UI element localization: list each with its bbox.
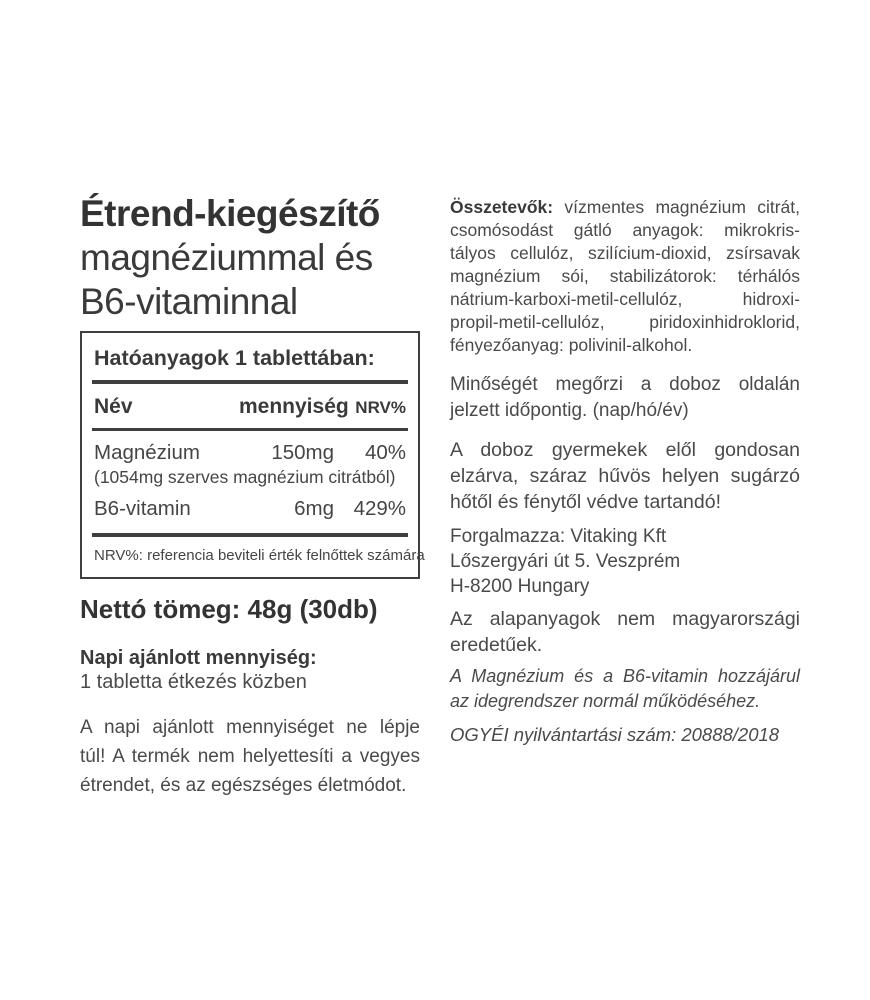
facts-table-heading: Hatóanyagok 1 tablettában: — [94, 346, 375, 370]
warning-line: A napi ajánlott mennyiséget ne lépje — [80, 717, 420, 738]
column-header-amount: mennyiség — [239, 395, 349, 418]
daily-dose-text: 1 tabletta étkezés közben — [80, 671, 307, 693]
product-title-line-1: Étrend-kiegészítő — [80, 193, 380, 234]
left-column — [80, 192, 425, 800]
ingredients-line: tályos cellulóz, szilícium-dioxid, zsírsavak — [450, 243, 800, 263]
ingredients-line: csomósodást gátló anyagok: mikrokris- — [450, 220, 800, 240]
column-header-name: Név — [94, 395, 133, 418]
distributor-line: H-8200 Hungary — [450, 576, 590, 597]
storage-line: elzárva, száraz hűvös helyen sugárzó — [450, 465, 800, 487]
magnesium-citrate-note: (1054mg szerves magnézium citrátból) — [94, 467, 396, 487]
row-nrv: 40% — [364, 441, 406, 464]
storage-line: A doboz gyermekek elől gondosan — [450, 439, 800, 461]
table-row-magnesium — [82, 431, 418, 465]
product-title-line-2: magnéziummal és — [80, 237, 373, 278]
ingredients-line: fényezőanyag: polivinil-alkohol. — [450, 335, 693, 355]
warning-paragraph — [80, 713, 420, 800]
distributor-line: Forgalmazza: Vitaking Kft — [450, 526, 667, 547]
ingredients-line — [450, 196, 800, 219]
distributor-block — [450, 524, 800, 599]
ingredients-label: Összetevők: — [450, 197, 554, 217]
quality-paragraph — [450, 372, 800, 424]
ingredients-line-text: vízmentes magnézium citrát, — [564, 197, 800, 217]
facts-table-header-row — [82, 384, 418, 428]
product-title-line-3: B6-vitaminnal — [80, 281, 298, 322]
quality-line: Minőségét megőrzi a doboz oldalán — [450, 374, 800, 395]
column-header-nrv: NRV% — [355, 398, 406, 417]
right-column — [450, 196, 800, 747]
nrv-footnote: NRV%: referencia beviteli érték felnőttek számára — [94, 547, 425, 564]
product-title — [80, 192, 420, 324]
row-amount: 150mg — [271, 441, 334, 464]
row-nrv: 429% — [353, 497, 406, 520]
row-amount: 6mg — [294, 497, 334, 520]
daily-dose-heading: Napi ajánlott mennyiség: — [80, 647, 317, 669]
origin-line: Az alapanyagok nem magyarországi — [450, 608, 800, 630]
net-weight: Nettó tömeg: 48g (30db) — [80, 594, 378, 624]
warning-line: étrendet, és az egészséges életmódot. — [80, 775, 407, 796]
ingredients-line: nátrium-karboxi-metil-cellulóz, hidroxi- — [450, 289, 800, 309]
origin-line: eredetűek. — [450, 634, 543, 656]
health-claim-line: az idegrendszer normál működéséhez. — [450, 691, 761, 711]
ingredients-line: propil-metil-cellulóz, piridoxinhidroklorid, — [450, 312, 800, 332]
health-claim-line: A Magnézium és a B6-vitamin hozzájárul — [450, 666, 800, 686]
row-name: Magnézium — [94, 441, 200, 464]
quality-line: jelzett időpontig. (nap/hó/év) — [450, 400, 689, 421]
ingredients-paragraph — [450, 196, 800, 357]
ingredients-line: magnézium sói, stabilizátorok: térhálós — [450, 266, 800, 286]
distributor-line: Lőszergyári út 5. Veszprém — [450, 551, 681, 572]
origin-paragraph — [450, 606, 800, 658]
supplement-facts-table — [80, 331, 425, 579]
warning-line: túl! A termék nem helyettesíti a vegyes — [80, 746, 420, 767]
table-row-b6-vitamin — [82, 488, 418, 521]
storage-paragraph — [450, 437, 800, 515]
health-claim-paragraph — [450, 664, 800, 714]
row-name: B6-vitamin — [94, 497, 191, 520]
registration-number: OGYÉI nyilvántartási szám: 20888/2018 — [450, 724, 780, 745]
storage-line: hőtől és fénytől védve tartandó! — [450, 491, 722, 513]
